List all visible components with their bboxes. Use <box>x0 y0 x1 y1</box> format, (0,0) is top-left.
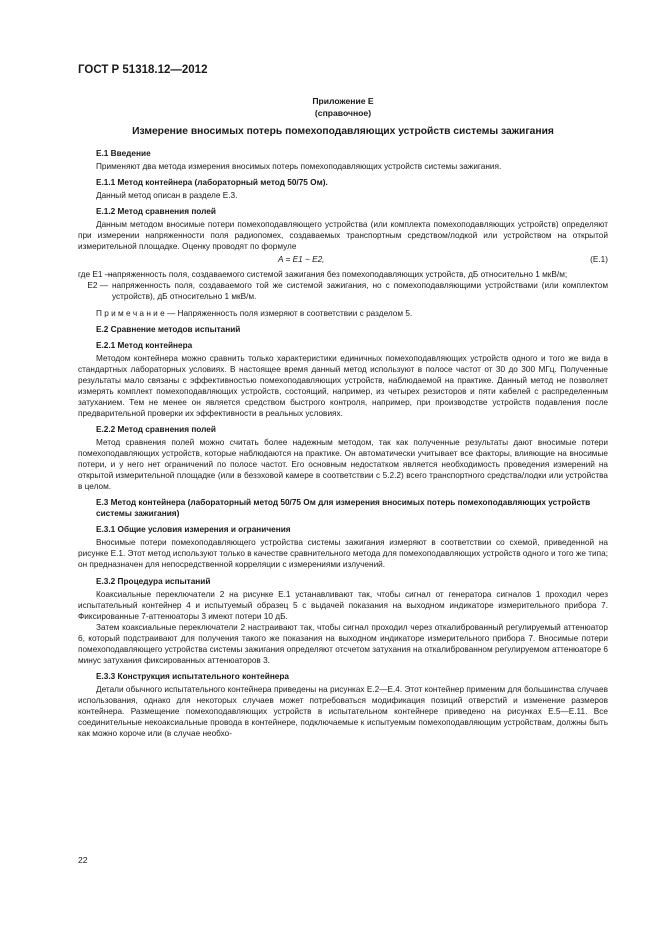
standard-header: ГОСТ Р 51318.12—2012 <box>78 64 208 76</box>
section-e12-text: Данным методом вносимые потери помехоподавляющего устройства (или комплекта помехоподавляющих устройств) определяют при измерении напряженности поля радиопомех, создаваемых транспортным средством/лодкой или устройством на открытой измерительной площадке. Оценку проводят по формуле <box>78 220 608 252</box>
where-e2-label: E2 — <box>87 281 108 291</box>
formula-e1 <box>78 254 608 267</box>
annex-title: Приложение Е <box>312 96 374 106</box>
note-text: — Напряженность поля измеряют в соответствии с разделом 5. <box>164 308 413 318</box>
section-e1-heading: Е.1 Введение <box>96 149 151 158</box>
section-e31-heading: Е.3.1 Общие условия измерения и ограничения <box>96 525 291 535</box>
formula-number: (Е.1) <box>590 255 608 265</box>
annex-heading: Измерение вносимых потерь помехоподавляющих устройств системы зажигания <box>132 126 554 137</box>
section-e2-heading: Е.2 Сравнение методов испытаний <box>96 324 241 334</box>
note <box>96 308 608 319</box>
section-e22-text: Метод сравнения полей можно считать более надежным методом, так как полученные результаты дают вносимые потери помехоподавляющих устройств, которые наблюдаются на практике. Он автоматически учитывает все факторы, влияющие на вносимые потери, и у него нет ограничений по полосе частот. Его основным недостатком является необходимость проведения измерений на открытой измерительной площадке (или в безэховой камере в соответствии с 5.2.2) всего транспортного средства/лодки или устройства в целом. <box>78 437 608 492</box>
section-e31-text: Вносимые потери помехоподавляющего устройства системы зажигания измеряют в соответствии со схемой, приведенной на рисунке Е.1. Этот метод используют только в качестве сравнительного метода для помехоподавляющих устройств одного и того же типа; он предназначен для непосредственной корреляции с измерениями излучений. <box>78 538 608 570</box>
content <box>78 96 608 739</box>
where-e2-text: напряженность поля, создаваемого той же системой зажигания, но с помехоподавляющими устройствами (или комплектом устройств), дБ относительно 1 мкВ/м. <box>112 281 608 302</box>
annex-type: (справочное) <box>314 107 372 118</box>
section-e21-heading: Е.2.1 Метод контейнера <box>96 340 193 350</box>
section-e32-text-a: Коаксиальные переключатели 2 на рисунке Е.1 устанавливают так, чтобы сигнал от генератора сигналов 1 проходил через испытательный контейнер 4 и испытуемый образец 5 с выдачей показания на выходном индикаторе измерительного прибора 7. Фиксированные 7-аттенюаторы 3 имеют потери 10 дБ. <box>78 589 608 621</box>
section-e11-text: Данный метод описан в разделе Е.3. <box>96 191 238 201</box>
section-e22-heading: Е.2.2 Метод сравнения полей <box>96 424 216 434</box>
section-e12-heading: Е.1.2 Метод сравнения полей <box>96 207 216 217</box>
where-e1-label: где E1 — <box>78 270 113 280</box>
where-e1-text: напряженность поля, создаваемого системой зажигания без помехоподавляющих устройств, дБ относительно 1 мкВ/м; <box>108 270 568 280</box>
section-e11-heading: Е.1.1 Метод контейнера (лабораторный метод 50/75 Ом). <box>96 178 328 188</box>
where-e2 <box>78 280 608 302</box>
section-e32-text-b: Затем коаксиальные переключатели 2 настраивают так, чтобы сигнал проходил через откалиброванный регулируемый аттенюатор 6, который подстраивают для получения такого же показания на выходном индикаторе измерительного прибора 7. Вносимые потери помехоподавляющего устройства системы зажигания определяют отсчетом затухания на откалиброванном регулируемом аттенюаторе 6 минус затухания фиксированных аттенюаторов 3. <box>78 622 608 665</box>
section-e33-heading: Е.3.3 Конструкция испытательного контейнера <box>96 671 290 681</box>
page-number: 22 <box>78 855 88 865</box>
section-e3-heading: Е.3 Метод контейнера (лабораторный метод 50/75 Ом для измерения вносимых потерь помехоподавляющих устройств системы зажигания) <box>96 498 591 519</box>
formula-expression: A = E1 − E2, <box>278 255 325 265</box>
section-e32-heading: Е.3.2 Процедура испытаний <box>96 576 211 586</box>
where-e1 <box>78 269 608 280</box>
note-label: П р и м е ч а н и е <box>96 308 165 318</box>
section-e1-text: Применяют два метода измерения вносимых потерь помехоподавляющих устройств системы зажигания. <box>96 162 502 172</box>
section-e21-text: Методом контейнера можно сравнить только характеристики единичных помехоподавляющих устройств одного и того же вида в стандартных лабораторных условиях. В настоящее время данный метод используют в полосе частот от 30 до 300 МГц. Полученные результаты мало связаны с эффективностью помехоподавляющих устройств, наблюдаемой на практике. Данный метод не позволяет измерять комплект помехоподавляющих устройств, состоящий, например, из четырех резисторов и пяти кабелей с распределенным затуханием. Тем не менее он является средством быстрого контроля, например, при производстве устройств подавления после предварительной проверки их эффективности в реальных условиях. <box>78 353 608 418</box>
section-e33-text: Детали обычного испытательного контейнера приведены на рисунках Е.2—Е.4. Этот контейнер применим для большинства случаев использования, однако для некоторых случаев может потребоваться модификация позиций отверстий и изменение размеров контейнера. Размещение помехоподавляющих устройств в испытательном контейнере приведено на рисунках Е.5—Е.11. Все соединительные некоаксиальные провода в контейнере, подключаемые к испытуемым помехоподавляющим устройствам, должны быть как можно короче или (в случае необхо- <box>78 684 608 739</box>
